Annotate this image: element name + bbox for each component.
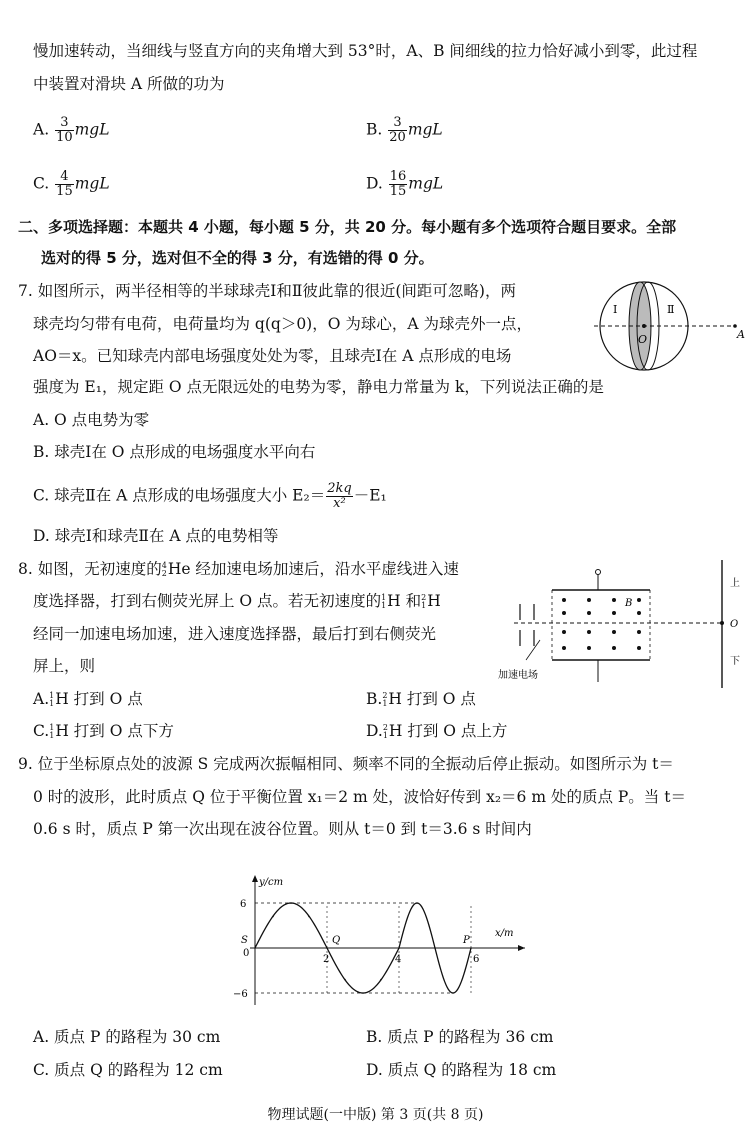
data-point <box>254 947 256 949</box>
data-point <box>398 947 400 949</box>
q7-option-b[interactable]: B. 球壳Ⅰ在 O 点形成的电场强度水平向右 <box>33 443 316 461</box>
q7-text-line1: 7. 如图所示，两半径相等的半球球壳Ⅰ和Ⅱ彼此靠的很近(间距可忽略)，两 <box>18 282 516 300</box>
q8-option-c[interactable]: C. 1 1 H 打到 O 点下方 <box>33 722 174 740</box>
label-b: B <box>625 598 633 609</box>
q9-option-a[interactable]: A. 质点 P 的路程为 30 cm <box>33 1028 221 1046</box>
y-axis-label: y/cm <box>259 877 284 888</box>
q8-option-b[interactable]: B. 2 1 H 打到 O 点 <box>366 690 476 708</box>
data-point <box>452 992 454 994</box>
annotation-q: Q <box>332 935 341 946</box>
label-a: A <box>737 328 745 341</box>
x-tick-label: 4 <box>395 954 402 965</box>
data-point <box>290 902 292 904</box>
y-tick-label: 6 <box>240 899 247 910</box>
q7-option-d[interactable]: D. 球壳Ⅰ和球壳Ⅱ在 A 点的电势相等 <box>33 527 279 545</box>
data-point <box>308 916 310 918</box>
annotation-p: P <box>463 935 470 946</box>
q9-option-d[interactable]: D. 质点 Q 的路程为 18 cm <box>366 1061 557 1079</box>
data-point <box>326 947 328 949</box>
q9-option-b[interactable]: B. 质点 P 的路程为 36 cm <box>366 1028 554 1046</box>
data-point <box>272 916 274 918</box>
q6-option-a[interactable]: A. $\frac{3}{10}$ mgL <box>33 115 110 145</box>
data-point <box>362 992 364 994</box>
label-o: O <box>730 619 739 630</box>
label-shell-i: Ⅰ <box>613 303 618 316</box>
q9-wave-chart <box>228 848 528 1023</box>
q7-text-line2: 球壳均匀带有电荷，电荷量均为 q(q＞0)，O 为球心，A 为球壳外一点， <box>33 315 532 333</box>
y-axis-arrow <box>252 875 258 882</box>
x-axis-label: x/m <box>495 928 514 939</box>
q7-sphere-figure <box>592 278 747 378</box>
q7-text-line3: AO＝x。已知球壳内部电场强度处处为零，且球壳Ⅰ在 A 点形成的电场 <box>33 347 512 365</box>
y-tick-label: −6 <box>233 989 248 1000</box>
q6-option-d[interactable]: D. $\frac{16}{15}$ mgL <box>366 169 444 199</box>
label-shell-ii: Ⅱ <box>667 303 675 316</box>
q9-text-line1: 9. 位于坐标原点处的波源 S 完成两次振幅相同、频率不同的全振动后停止振动。如图所示为 t＝ <box>18 755 674 773</box>
q6-option-c[interactable]: C. $\frac{4}{15}$ mgL <box>33 169 110 199</box>
q7-text-line4: 强度为 E₁，规定距 O 点无限远处的电势为零，静电力常量为 k，下列说法正确的是 <box>33 378 604 396</box>
q6-text-line2: 中装置对滑块 A 所做的功为 <box>33 75 225 93</box>
data-point <box>344 979 346 981</box>
x-axis-arrow <box>518 945 525 951</box>
page-footer: 物理试题(一中版) 第 3 页(共 8 页) <box>267 1107 484 1123</box>
q9-text-line3: 0.6 s 时，质点 P 第一次出现在波谷位置。则从 t＝0 到 t＝3.6 s 时间内 <box>33 820 532 838</box>
q8-text-line4: 屏上，则 <box>33 657 96 675</box>
x-tick-label: 6 <box>473 954 480 965</box>
annotation-s: S <box>241 935 248 946</box>
q8-option-d[interactable]: D. 2 1 H 打到 O 点上方 <box>366 722 508 740</box>
q8-text-line3: 经同一加速电场加速，进入速度选择器，最后打到右侧荧光 <box>33 625 437 643</box>
q6-text-line1: 慢加速转动，当细线与竖直方向的夹角增大到 53°时，A、B 间细线的拉力恰好减小到零，此过程 <box>33 42 698 60</box>
q8-text-line1: 8. 如图，无初速度的 4 2 He 经加速电场加速后，沿水平虚线进入速 <box>18 560 459 578</box>
q8-option-a[interactable]: A. 1 1 H 打到 O 点 <box>33 690 143 708</box>
label-up: 上 <box>730 578 740 589</box>
label-o: O <box>638 333 648 346</box>
x-tick-label: 2 <box>323 954 330 965</box>
data-point <box>470 947 472 949</box>
q8-velocity-selector-figure <box>492 560 747 690</box>
data-point <box>416 902 418 904</box>
section2-heading-line2: 选对的得 5 分，选对但不全的得 3 分，有选错的得 0 分。 <box>41 249 434 267</box>
label-down: 下 <box>730 656 740 667</box>
q6-option-b[interactable]: B. $\frac{3}{20}$ mgL <box>366 115 443 145</box>
q7-option-a[interactable]: A. O 点电势为零 <box>33 411 150 429</box>
label-accel-field: 加速电场 <box>498 670 538 681</box>
data-point <box>434 947 436 949</box>
q9-text-line2: 0 时的波形，此时质点 Q 位于平衡位置 x₁＝2 m 处，波恰好传到 x₂＝6 m 处的质点 P。当 t＝ <box>33 788 686 806</box>
center-point <box>642 324 646 328</box>
x-tick-label: 0 <box>243 948 250 959</box>
q8-text-line2: 度选择器，打到右侧荧光屏上 O 点。若无初速度的 1 1 H 和 2 1 H <box>33 592 441 610</box>
q9-option-c[interactable]: C. 质点 Q 的路程为 12 cm <box>33 1061 223 1079</box>
section2-heading-line1: 二、多项选择题：本题共 4 小题，每小题 5 分，共 20 分。每小题有多个选项符合题目要求。全部 <box>18 218 677 236</box>
q7-option-c[interactable]: C. 球壳Ⅱ在 A 点形成的电场强度大小 E₂＝ $\frac{2kq}{\text{x²}}$ －E₁ <box>33 481 387 511</box>
data-point <box>380 979 382 981</box>
